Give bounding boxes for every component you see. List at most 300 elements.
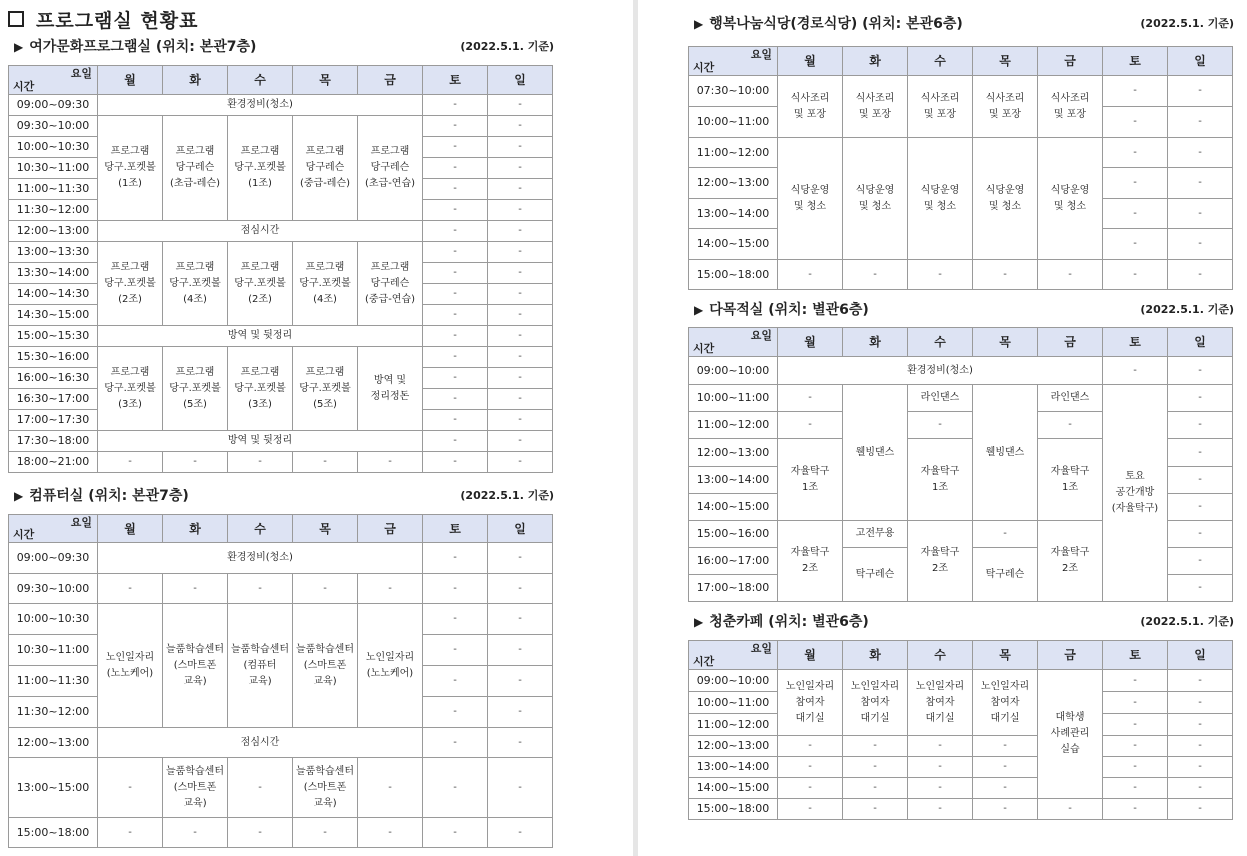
cafeteria-section-header	[688, 14, 1234, 34]
empty-cell: -	[423, 158, 488, 179]
leisure-timetable	[8, 65, 553, 473]
empty-cell: -	[778, 385, 843, 412]
cleaning-cell: 환경정비(청소)	[778, 357, 1103, 385]
activity-timetable	[688, 327, 1233, 602]
table-row	[689, 670, 1233, 692]
time-cell: 17:00~18:00	[689, 575, 778, 602]
program-cell: 늘품학습센터 (스마트폰 교육)	[163, 604, 228, 728]
waiting-room-cell: 노인일자리 참여자 대기실	[973, 670, 1038, 736]
table-row	[689, 736, 1233, 757]
day-header-sun: 일	[1168, 328, 1233, 357]
wellbeing-dance-cell: 웰빙댄스	[973, 385, 1038, 521]
empty-cell: -	[1168, 229, 1233, 260]
empty-cell: -	[423, 116, 488, 137]
time-cell: 12:00~13:00	[689, 736, 778, 757]
lesson-cell: 탁구레슨	[843, 548, 908, 602]
time-cell: 09:00~10:00	[689, 670, 778, 692]
empty-cell: -	[163, 818, 228, 848]
empty-cell: -	[423, 368, 488, 389]
empty-cell: -	[1168, 260, 1233, 290]
table-row	[9, 604, 553, 635]
time-cell: 09:00~09:30	[9, 543, 98, 574]
table-tennis-cell: 자율탁구 2조	[908, 521, 973, 602]
empty-cell: -	[423, 389, 488, 410]
empty-cell: -	[423, 818, 488, 848]
cafeteria-section-title: ▶ 행복나눔식당(경로식당) (위치: 본관6층)	[694, 16, 963, 32]
table-row	[9, 347, 553, 368]
empty-cell: -	[1168, 412, 1233, 439]
time-cell: 18:00~21:00	[9, 452, 98, 473]
saturday-open-cell: 토요 공간개방 (자율탁구)	[1103, 385, 1168, 602]
empty-cell: -	[423, 305, 488, 326]
day-header-mon: 월	[778, 328, 843, 357]
empty-cell: -	[228, 818, 293, 848]
empty-cell: -	[1168, 357, 1233, 385]
empty-cell: -	[1168, 107, 1233, 138]
day-header-tue: 화	[843, 641, 908, 670]
empty-cell: -	[1168, 494, 1233, 521]
leisure-section-title: ▶ 여가문화프로그램실 (위치: 본관7층)	[14, 39, 257, 55]
computer-section-header	[8, 486, 554, 506]
time-cell: 10:30~11:00	[9, 158, 98, 179]
empty-cell: -	[1168, 548, 1233, 575]
empty-cell: -	[488, 347, 553, 368]
empty-cell: -	[1168, 575, 1233, 602]
corner-header: 요일 시간	[689, 641, 778, 670]
day-header-sun: 일	[1168, 641, 1233, 670]
table-row	[9, 221, 553, 242]
korean-dance-cell: 고전무용	[843, 521, 908, 548]
empty-cell: -	[423, 137, 488, 158]
empty-cell: -	[1168, 736, 1233, 757]
empty-cell: -	[1168, 757, 1233, 778]
time-cell: 09:30~10:00	[9, 574, 98, 604]
day-header-sun: 일	[488, 515, 553, 543]
time-cell: 11:30~12:00	[9, 200, 98, 221]
empty-cell: -	[973, 736, 1038, 757]
table-row	[9, 543, 553, 574]
triangle-right-icon: ▶	[694, 17, 704, 31]
program-cell: 늘품학습센터 (스마트폰 교육)	[163, 758, 228, 818]
day-header-sat: 토	[1103, 641, 1168, 670]
time-cell: 11:00~11:30	[9, 179, 98, 200]
table-row	[689, 385, 1233, 412]
cleaning-cell: 환경정비(청소)	[98, 543, 423, 574]
program-cell: 프로그램 당구레슨 (초급-연습)	[358, 116, 423, 221]
empty-cell: -	[1168, 168, 1233, 199]
waiting-room-cell: 노인일자리 참여자 대기실	[908, 670, 973, 736]
empty-cell: -	[423, 326, 488, 347]
empty-cell: -	[423, 635, 488, 666]
time-cell: 13:00~13:30	[9, 242, 98, 263]
empty-cell: -	[293, 452, 358, 473]
day-header-sat: 토	[1103, 328, 1168, 357]
time-cell: 15:00~18:00	[9, 818, 98, 848]
empty-cell: -	[973, 799, 1038, 820]
empty-cell: -	[1038, 799, 1103, 820]
corner-header: 요일 시간	[9, 66, 98, 95]
empty-cell: -	[228, 758, 293, 818]
time-cell: 10:00~10:30	[9, 137, 98, 158]
activity-section-date: (2022.5.1. 기준)	[1140, 303, 1234, 316]
empty-cell: -	[488, 137, 553, 158]
day-header-tue: 화	[163, 515, 228, 543]
program-cell: 늘품학습센터 (컴퓨터 교육)	[228, 604, 293, 728]
time-cell: 14:30~15:00	[9, 305, 98, 326]
table-row	[689, 778, 1233, 799]
day-header-mon: 월	[778, 641, 843, 670]
triangle-right-icon: ▶	[14, 40, 24, 54]
empty-cell: -	[488, 574, 553, 604]
operation-cell: 식당운영 및 청소	[1038, 138, 1103, 260]
empty-cell: -	[843, 736, 908, 757]
program-cell: 프로그램 당구.포켓볼 (1조)	[228, 116, 293, 221]
empty-cell: -	[1168, 778, 1233, 799]
program-cell: 방역 및 정리정돈	[358, 347, 423, 431]
cooking-cell: 식사조리 및 포장	[973, 76, 1038, 138]
day-header-mon: 월	[98, 515, 163, 543]
program-cell: 프로그램 당구.포켓볼 (5조)	[293, 347, 358, 431]
time-cell: 12:00~13:00	[689, 439, 778, 467]
day-header-thu: 목	[973, 47, 1038, 76]
empty-cell: -	[488, 326, 553, 347]
leisure-section-date: (2022.5.1. 기준)	[460, 40, 554, 53]
day-header-mon: 월	[778, 47, 843, 76]
lesson-cell: 탁구레슨	[973, 548, 1038, 602]
empty-cell: -	[423, 452, 488, 473]
empty-cell: -	[423, 284, 488, 305]
disinfect-cell: 방역 및 뒷정리	[98, 326, 423, 347]
empty-cell: -	[98, 574, 163, 604]
empty-cell: -	[488, 604, 553, 635]
empty-cell: -	[1103, 107, 1168, 138]
time-cell: 13:00~14:00	[689, 757, 778, 778]
table-row	[689, 138, 1233, 168]
table-row	[9, 431, 553, 452]
empty-cell: -	[778, 260, 843, 290]
time-cell: 12:00~13:00	[9, 728, 98, 758]
empty-cell: -	[973, 521, 1038, 548]
program-cell: 노인일자리 (노노케어)	[358, 604, 423, 728]
empty-cell: -	[1103, 714, 1168, 736]
time-cell: 17:00~17:30	[9, 410, 98, 431]
triangle-right-icon: ▶	[694, 615, 704, 629]
time-cell: 10:30~11:00	[9, 635, 98, 666]
empty-cell: -	[488, 95, 553, 116]
time-cell: 07:30~10:00	[689, 76, 778, 107]
time-cell: 10:00~11:00	[689, 692, 778, 714]
day-header-thu: 목	[973, 328, 1038, 357]
checkbox-icon[interactable]	[8, 11, 24, 27]
time-cell: 16:00~17:00	[689, 548, 778, 575]
table-tennis-cell: 자율탁구 1조	[908, 439, 973, 521]
computer-timetable	[8, 514, 553, 848]
empty-cell: -	[358, 818, 423, 848]
program-cell: 프로그램 당구레슨 (초급-레슨)	[163, 116, 228, 221]
table-row	[9, 574, 553, 604]
empty-cell: -	[163, 574, 228, 604]
empty-cell: -	[358, 452, 423, 473]
cooking-cell: 식사조리 및 포장	[843, 76, 908, 138]
triangle-right-icon: ▶	[694, 303, 704, 317]
empty-cell: -	[423, 410, 488, 431]
empty-cell: -	[908, 260, 973, 290]
day-header-sat: 토	[423, 515, 488, 543]
empty-cell: -	[1168, 385, 1233, 412]
table-row	[689, 757, 1233, 778]
empty-cell: -	[1168, 692, 1233, 714]
empty-cell: -	[423, 263, 488, 284]
corner-header: 요일 시간	[689, 328, 778, 357]
program-cell: 프로그램 당구.포켓볼 (2조)	[98, 242, 163, 326]
time-cell: 15:00~16:00	[689, 521, 778, 548]
empty-cell: -	[973, 260, 1038, 290]
day-header-thu: 목	[293, 66, 358, 95]
table-row	[9, 116, 553, 137]
empty-cell: -	[488, 200, 553, 221]
cafeteria-timetable	[688, 46, 1233, 290]
empty-cell: -	[488, 305, 553, 326]
table-row	[9, 242, 553, 263]
empty-cell: -	[488, 221, 553, 242]
empty-cell: -	[908, 799, 973, 820]
empty-cell: -	[423, 604, 488, 635]
line-dance-cell: 라인댄스	[908, 385, 973, 412]
time-cell: 14:00~15:00	[689, 494, 778, 521]
table-row	[9, 326, 553, 347]
time-cell: 16:00~16:30	[9, 368, 98, 389]
time-cell: 15:30~16:00	[9, 347, 98, 368]
program-cell: 프로그램 당구.포켓볼 (3조)	[98, 347, 163, 431]
time-cell: 09:30~10:00	[9, 116, 98, 137]
empty-cell: -	[488, 758, 553, 818]
empty-cell: -	[423, 758, 488, 818]
empty-cell: -	[358, 758, 423, 818]
table-row	[689, 260, 1233, 290]
empty-cell: -	[98, 758, 163, 818]
empty-cell: -	[1103, 138, 1168, 168]
empty-cell: -	[1168, 439, 1233, 467]
day-header-sat: 토	[423, 66, 488, 95]
empty-cell: -	[778, 799, 843, 820]
empty-cell: -	[1168, 467, 1233, 494]
table-row	[9, 818, 553, 848]
time-cell: 17:30~18:00	[9, 431, 98, 452]
waiting-room-cell: 노인일자리 참여자 대기실	[843, 670, 908, 736]
empty-cell: -	[488, 263, 553, 284]
empty-cell: -	[1168, 799, 1233, 820]
day-header-fri: 금	[1038, 47, 1103, 76]
page-title-text: 프로그램실 현황표	[36, 9, 199, 32]
empty-cell: -	[908, 757, 973, 778]
program-cell: 프로그램 당구.포켓볼 (3조)	[228, 347, 293, 431]
program-cell: 프로그램 당구.포켓볼 (1조)	[98, 116, 163, 221]
empty-cell: -	[423, 574, 488, 604]
table-row	[9, 728, 553, 758]
empty-cell: -	[908, 412, 973, 439]
lunch-cell: 점심시간	[98, 221, 423, 242]
time-cell: 10:00~10:30	[9, 604, 98, 635]
table-tennis-cell: 자율탁구 1조	[1038, 439, 1103, 521]
empty-cell: -	[423, 221, 488, 242]
time-cell: 15:00~18:00	[689, 799, 778, 820]
empty-cell: -	[423, 347, 488, 368]
day-header-wed: 수	[228, 66, 293, 95]
activity-section-header	[688, 300, 1234, 320]
empty-cell: -	[1168, 138, 1233, 168]
empty-cell: -	[228, 574, 293, 604]
day-header-fri: 금	[1038, 641, 1103, 670]
day-header-sun: 일	[488, 66, 553, 95]
empty-cell: -	[488, 431, 553, 452]
day-header-wed: 수	[908, 47, 973, 76]
time-cell: 12:00~13:00	[689, 168, 778, 199]
empty-cell: -	[973, 778, 1038, 799]
empty-cell: -	[973, 757, 1038, 778]
program-cell: 프로그램 당구레슨 (중급-연습)	[358, 242, 423, 326]
day-header-tue: 화	[843, 328, 908, 357]
student-practice-cell: 대학생 사례관리 실습	[1038, 670, 1103, 799]
empty-cell: -	[1103, 670, 1168, 692]
empty-cell: -	[1168, 199, 1233, 229]
empty-cell: -	[488, 158, 553, 179]
cafe-section-header	[688, 612, 1234, 632]
empty-cell: -	[1103, 229, 1168, 260]
table-row	[689, 76, 1233, 107]
time-cell: 09:00~09:30	[9, 95, 98, 116]
empty-cell: -	[488, 635, 553, 666]
program-cell: 프로그램 당구레슨 (중급-레슨)	[293, 116, 358, 221]
empty-cell: -	[423, 179, 488, 200]
operation-cell: 식당운영 및 청소	[973, 138, 1038, 260]
empty-cell: -	[423, 242, 488, 263]
empty-cell: -	[778, 757, 843, 778]
empty-cell: -	[1103, 357, 1168, 385]
empty-cell: -	[488, 728, 553, 758]
empty-cell: -	[778, 778, 843, 799]
time-cell: 15:00~15:30	[9, 326, 98, 347]
empty-cell: -	[1103, 778, 1168, 799]
empty-cell: -	[293, 574, 358, 604]
header-row	[9, 515, 553, 543]
table-tennis-cell: 자율탁구 1조	[778, 439, 843, 521]
empty-cell: -	[423, 543, 488, 574]
empty-cell: -	[358, 574, 423, 604]
empty-cell: -	[423, 666, 488, 697]
empty-cell: -	[1103, 168, 1168, 199]
time-cell: 11:00~12:00	[689, 412, 778, 439]
day-header-wed: 수	[228, 515, 293, 543]
corner-header: 요일 시간	[689, 47, 778, 76]
cooking-cell: 식사조리 및 포장	[778, 76, 843, 138]
time-cell: 11:30~12:00	[9, 697, 98, 728]
empty-cell: -	[1103, 757, 1168, 778]
empty-cell: -	[488, 543, 553, 574]
empty-cell: -	[423, 431, 488, 452]
day-header-sun: 일	[1168, 47, 1233, 76]
empty-cell: -	[423, 95, 488, 116]
waiting-room-cell: 노인일자리 참여자 대기실	[778, 670, 843, 736]
time-cell: 16:30~17:00	[9, 389, 98, 410]
empty-cell: -	[488, 284, 553, 305]
program-cell: 프로그램 당구.포켓볼 (4조)	[163, 242, 228, 326]
table-row	[9, 452, 553, 473]
day-header-thu: 목	[973, 641, 1038, 670]
time-cell: 11:00~11:30	[9, 666, 98, 697]
empty-cell: -	[778, 412, 843, 439]
operation-cell: 식당운영 및 청소	[908, 138, 973, 260]
empty-cell: -	[163, 452, 228, 473]
empty-cell: -	[778, 736, 843, 757]
empty-cell: -	[423, 200, 488, 221]
empty-cell: -	[423, 697, 488, 728]
cafeteria-section-date: (2022.5.1. 기준)	[1140, 17, 1234, 30]
table-tennis-cell: 자율탁구 2조	[778, 521, 843, 602]
empty-cell: -	[843, 757, 908, 778]
table-tennis-cell: 자율탁구 2조	[1038, 521, 1103, 602]
program-cell: 프로그램 당구.포켓볼 (5조)	[163, 347, 228, 431]
empty-cell: -	[843, 799, 908, 820]
empty-cell: -	[1168, 521, 1233, 548]
time-cell: 10:00~11:00	[689, 107, 778, 138]
empty-cell: -	[98, 452, 163, 473]
cafe-section-date: (2022.5.1. 기준)	[1140, 615, 1234, 628]
computer-section-title: ▶ 컴퓨터실 (위치: 본관7층)	[14, 488, 189, 504]
time-cell: 11:00~12:00	[689, 714, 778, 736]
program-cell: 늘품학습센터 (스마트폰 교육)	[293, 604, 358, 728]
empty-cell: -	[1103, 199, 1168, 229]
operation-cell: 식당운영 및 청소	[778, 138, 843, 260]
time-cell: 11:00~12:00	[689, 138, 778, 168]
empty-cell: -	[98, 818, 163, 848]
empty-cell: -	[1103, 260, 1168, 290]
empty-cell: -	[488, 179, 553, 200]
empty-cell: -	[1103, 692, 1168, 714]
empty-cell: -	[908, 778, 973, 799]
activity-section-title: ▶ 다목적실 (위치: 별관6층)	[694, 302, 869, 318]
time-cell: 13:00~15:00	[9, 758, 98, 818]
day-header-thu: 목	[293, 515, 358, 543]
table-row	[689, 357, 1233, 385]
wellbeing-dance-cell: 웰빙댄스	[843, 385, 908, 521]
program-cell: 늘품학습센터 (스마트폰 교육)	[293, 758, 358, 818]
leisure-section-header	[8, 37, 554, 57]
program-cell: 프로그램 당구.포켓볼 (4조)	[293, 242, 358, 326]
day-header-tue: 화	[843, 47, 908, 76]
empty-cell: -	[488, 818, 553, 848]
day-header-wed: 수	[908, 641, 973, 670]
operation-cell: 식당운영 및 청소	[843, 138, 908, 260]
header-row	[9, 66, 553, 95]
empty-cell: -	[1103, 76, 1168, 107]
header-row	[689, 47, 1233, 76]
header-row	[689, 641, 1233, 670]
empty-cell: -	[488, 410, 553, 431]
time-cell: 14:00~15:00	[689, 229, 778, 260]
table-row	[9, 95, 553, 116]
empty-cell: -	[1168, 714, 1233, 736]
disinfect-cell: 방역 및 뒷정리	[98, 431, 423, 452]
page-title	[8, 6, 198, 32]
table-row	[689, 799, 1233, 820]
day-header-mon: 월	[98, 66, 163, 95]
time-cell: 14:00~14:30	[9, 284, 98, 305]
empty-cell: -	[1038, 412, 1103, 439]
empty-cell: -	[423, 728, 488, 758]
line-dance-cell: 라인댄스	[1038, 385, 1103, 412]
day-header-fri: 금	[358, 66, 423, 95]
empty-cell: -	[1038, 260, 1103, 290]
